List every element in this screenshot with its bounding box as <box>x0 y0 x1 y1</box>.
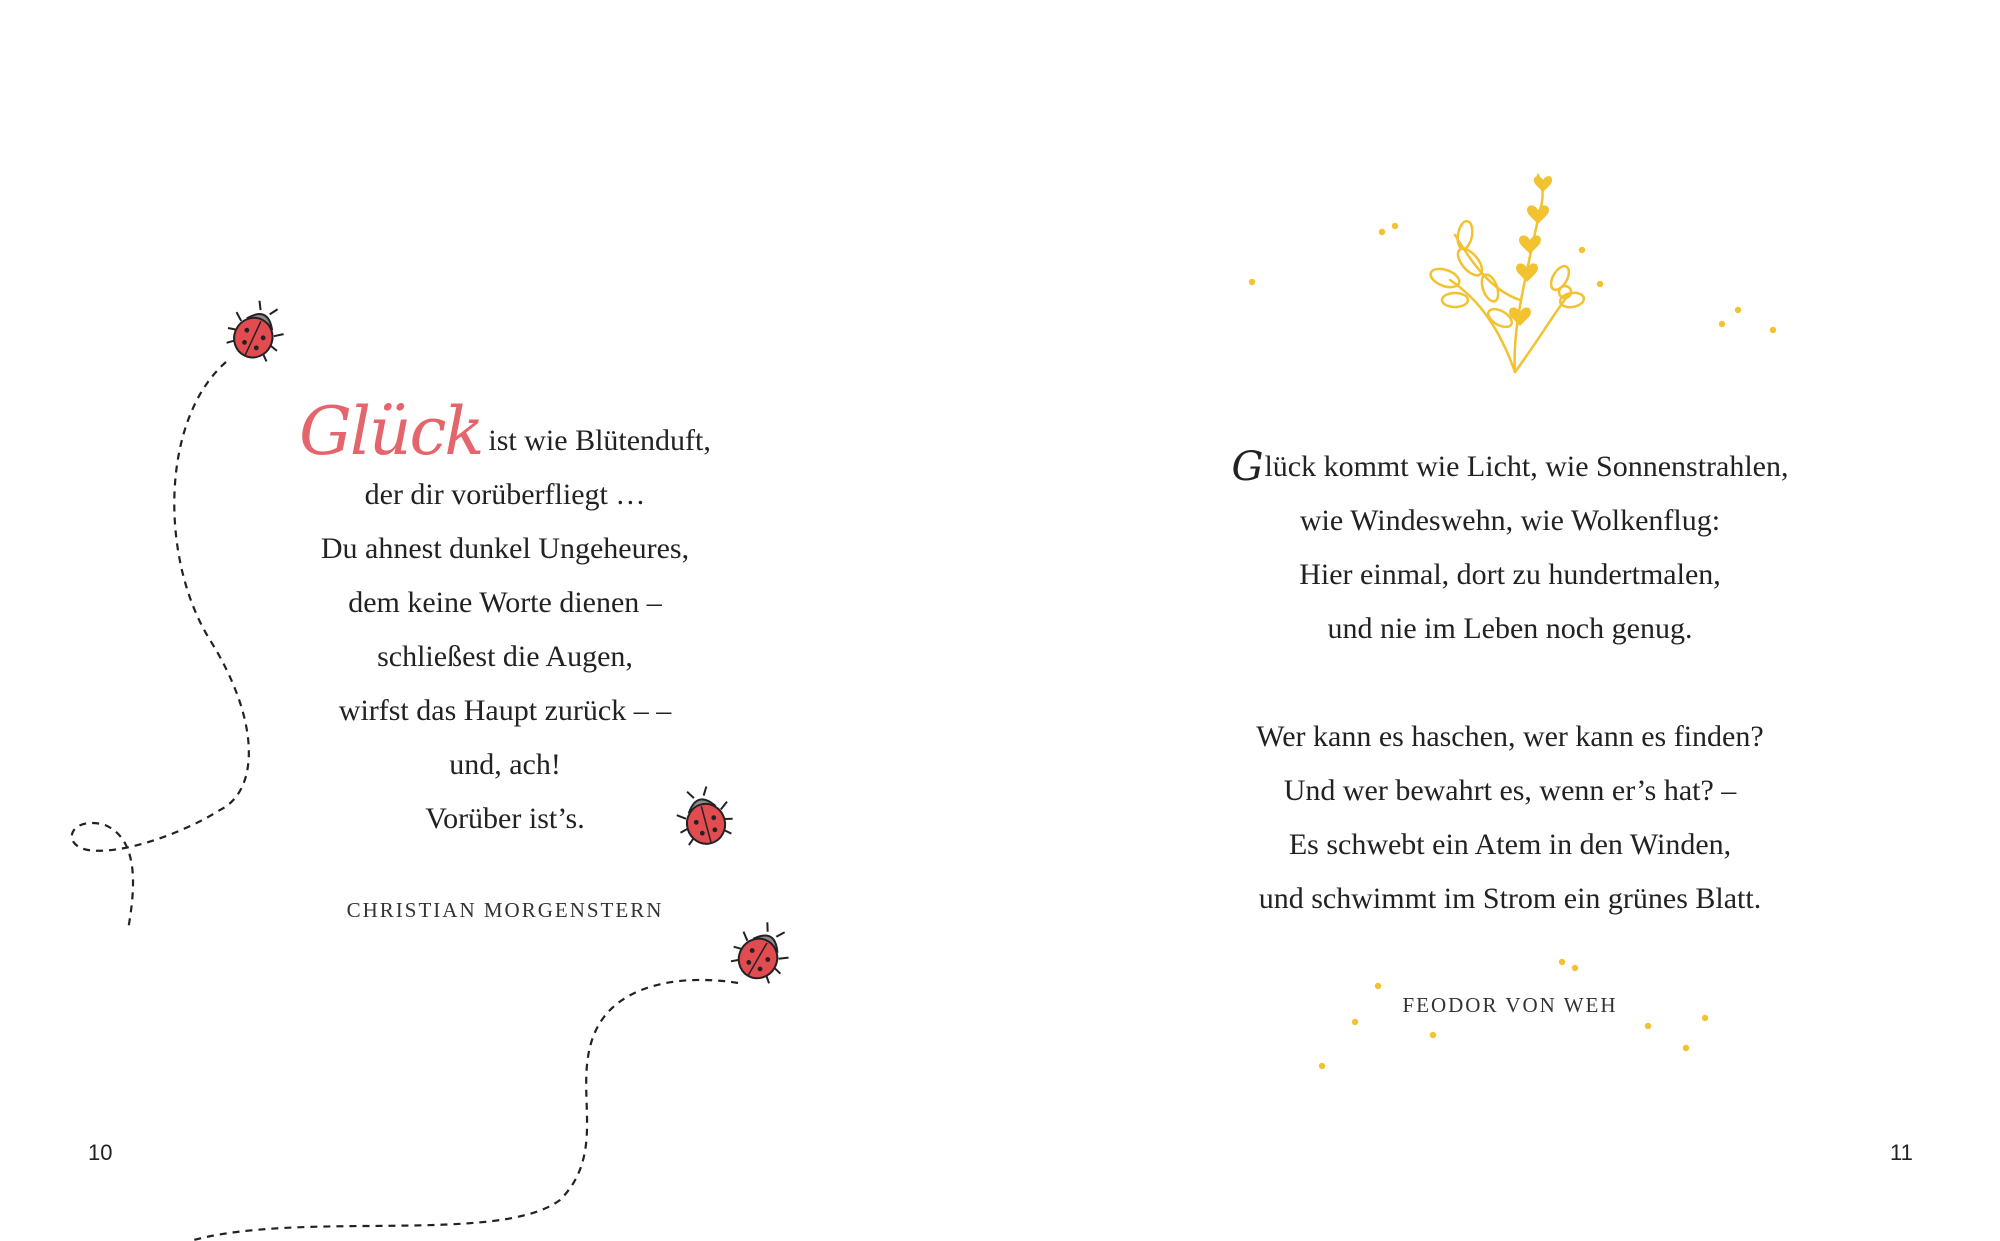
poem-line: Wer kann es haschen, wer kann es finden? <box>1256 720 1764 753</box>
page-number: 10 <box>88 1140 113 1165</box>
right-poem <box>1190 440 1830 926</box>
author-name: FEODOR VON WEH <box>1402 993 1618 1017</box>
poem-line: und nie im Leben noch genug. <box>1327 612 1693 645</box>
poem-line: schließest die Augen, <box>377 640 633 673</box>
author-name: CHRISTIAN MORGENSTERN <box>346 898 664 922</box>
poem-line <box>230 393 780 470</box>
page-number: 11 <box>1890 1140 1913 1165</box>
poem-line: und schwimmt im Strom ein grünes Blatt. <box>1258 882 1762 915</box>
poem-line: der dir vorüberfliegt … <box>364 478 646 511</box>
poem-line: wirfst das Haupt zurück – – <box>338 694 672 727</box>
highlight-word: Glück <box>299 393 483 470</box>
stanza-gap <box>1190 656 1830 710</box>
poem-line: dem keine Worte dienen – <box>348 586 662 619</box>
poem-line <box>1190 440 1830 494</box>
poem-line: und, ach! <box>449 748 561 781</box>
poem-line: wie Windeswehn, wie Wolkenflug: <box>1299 504 1721 537</box>
poem-line: Du ahnest dunkel Ungeheures, <box>320 532 690 565</box>
poem-line-text: ist wie Blütenduft, <box>488 424 711 457</box>
poem-line: Und wer bewahrt es, wenn er’s hat? – <box>1283 774 1737 807</box>
poem-line-text: lück kommt wie Licht, wie Sonnenstrahlen, <box>1264 450 1789 483</box>
poem-line: Hier einmal, dort zu hundertmalen, <box>1299 558 1721 591</box>
left-poem <box>230 393 780 846</box>
initial-letter: G <box>1231 444 1264 490</box>
poem-line: Vorüber ist’s. <box>425 802 585 835</box>
poem-line: Es schwebt ein Atem in den Winden, <box>1288 828 1732 861</box>
